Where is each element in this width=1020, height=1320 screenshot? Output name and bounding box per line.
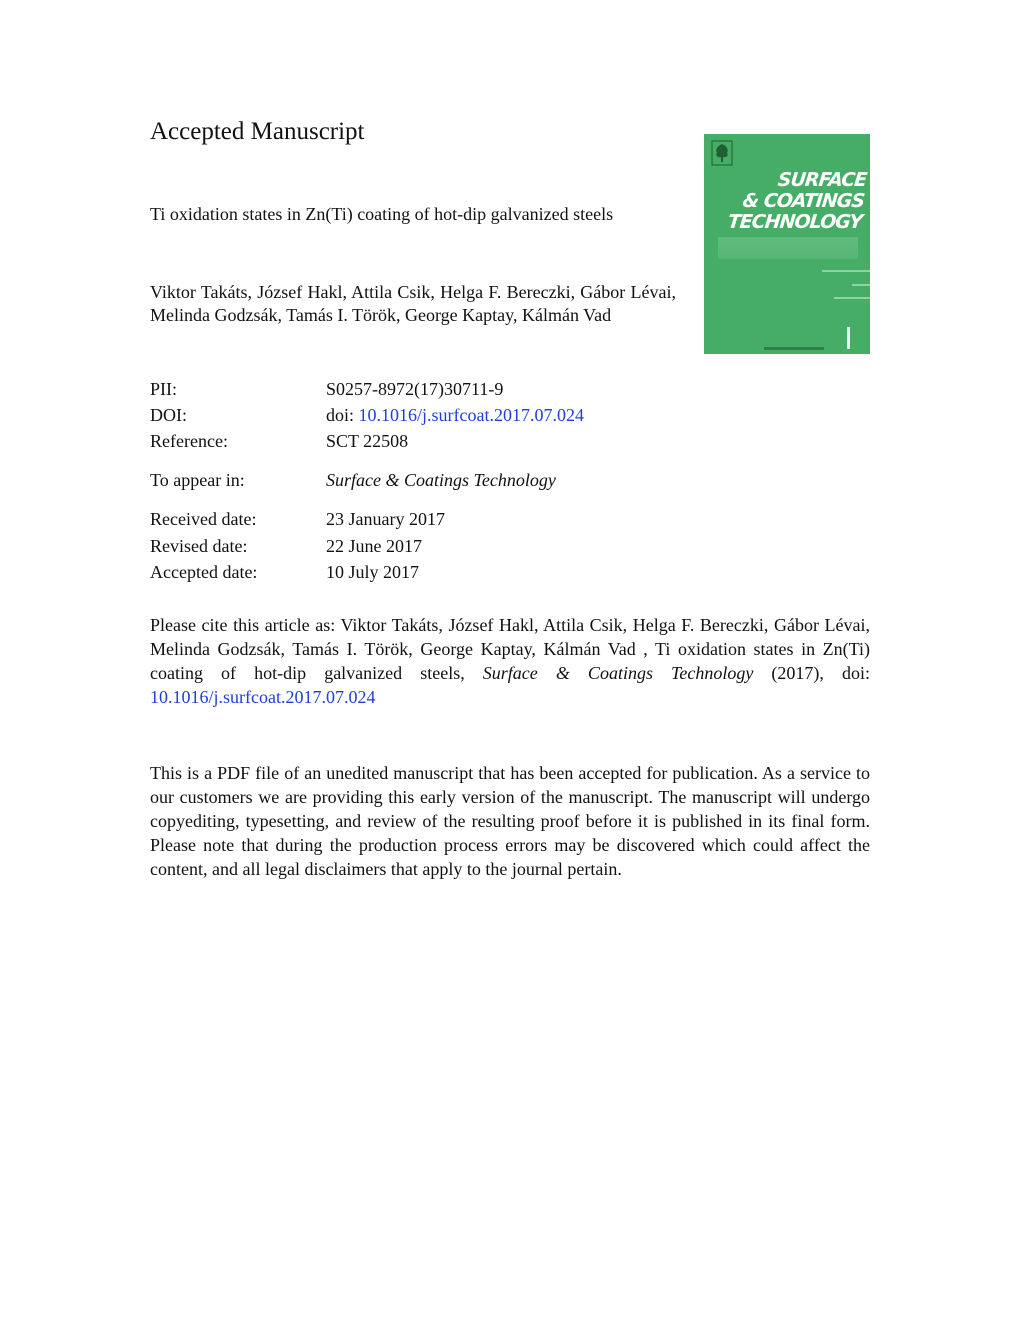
cover-title-line: & COATINGS: [741, 190, 866, 212]
accepted-label: Accepted date:: [150, 562, 258, 582]
citation-journal: Surface & Coatings Technology: [482, 663, 754, 683]
journal-cover: [704, 134, 870, 354]
reference-value: SCT 22508: [326, 431, 409, 451]
cover-title-line: SURFACE: [776, 169, 868, 191]
cover-line: [822, 270, 870, 272]
pii-label: PII:: [150, 379, 177, 399]
received-label: Received date:: [150, 509, 257, 529]
author-list: Viktor Takáts, József Hakl, Attila Csik, Helga F. Bereczki, Gábor Lévai, Melinda Godzsák, Tamás I. Török, George Kaptay, Kálmán Vad: [150, 282, 676, 325]
received-date: 23 January 2017: [326, 509, 445, 529]
elsevier-tree-icon: [711, 140, 733, 166]
doi-link[interactable]: 10.1016/j.surfcoat.2017.07.024: [358, 405, 584, 425]
pii-value: S0257-8972(17)30711-9: [326, 379, 504, 399]
citation-text: Please cite this article as: Viktor Takáts, József Hakl, Attila Csik, Helga F. Bereczki, Gábor Lévai, Melinda Godzsák, Tamás I. Török, George Kaptay, Kálmán Vad , Ti oxidation states in Zn(Ti) coating of hot-dip galvanized steels,: [150, 615, 870, 683]
cover-bar: [847, 327, 850, 349]
cover-footer-line: [764, 347, 824, 350]
page-heading: Accepted Manuscript: [150, 118, 365, 145]
revised-label: Revised date:: [150, 536, 248, 556]
doi-prefix: doi:: [326, 405, 355, 425]
article-title: Ti oxidation states in Zn(Ti) coating of hot-dip galvanized steels: [150, 204, 614, 224]
citation-doi-link[interactable]: 10.1016/j.surfcoat.2017.07.024: [150, 687, 376, 707]
cover-line: [852, 284, 870, 286]
cover-line: [834, 297, 870, 299]
journal-name: Surface & Coatings Technology: [326, 470, 556, 490]
citation-tail: (2017), doi:: [753, 663, 870, 683]
disclaimer-paragraph: This is a PDF file of an unedited manuscript that has been accepted for publication. As a service to our customers we are providing this early version of the manuscript. The manuscript will undergo copyediting, typesetting, and review of the resulting proof before it is published in its final form. Please note that during the production process errors may be discovered which could affect the content, and all legal disclaimers that apply to the journal pertain.: [150, 763, 870, 879]
cover-title-line: TECHNOLOGY: [726, 211, 864, 233]
revised-date: 22 June 2017: [326, 536, 422, 556]
doi-label: DOI:: [150, 405, 187, 425]
appear-label: To appear in:: [150, 470, 245, 490]
accepted-date: 10 July 2017: [326, 562, 420, 582]
citation-paragraph: [150, 613, 870, 709]
cover-title-shadow: [718, 237, 858, 259]
doi-value: [326, 405, 584, 426]
cover-journal-title: [711, 170, 868, 233]
reference-label: Reference:: [150, 431, 228, 451]
